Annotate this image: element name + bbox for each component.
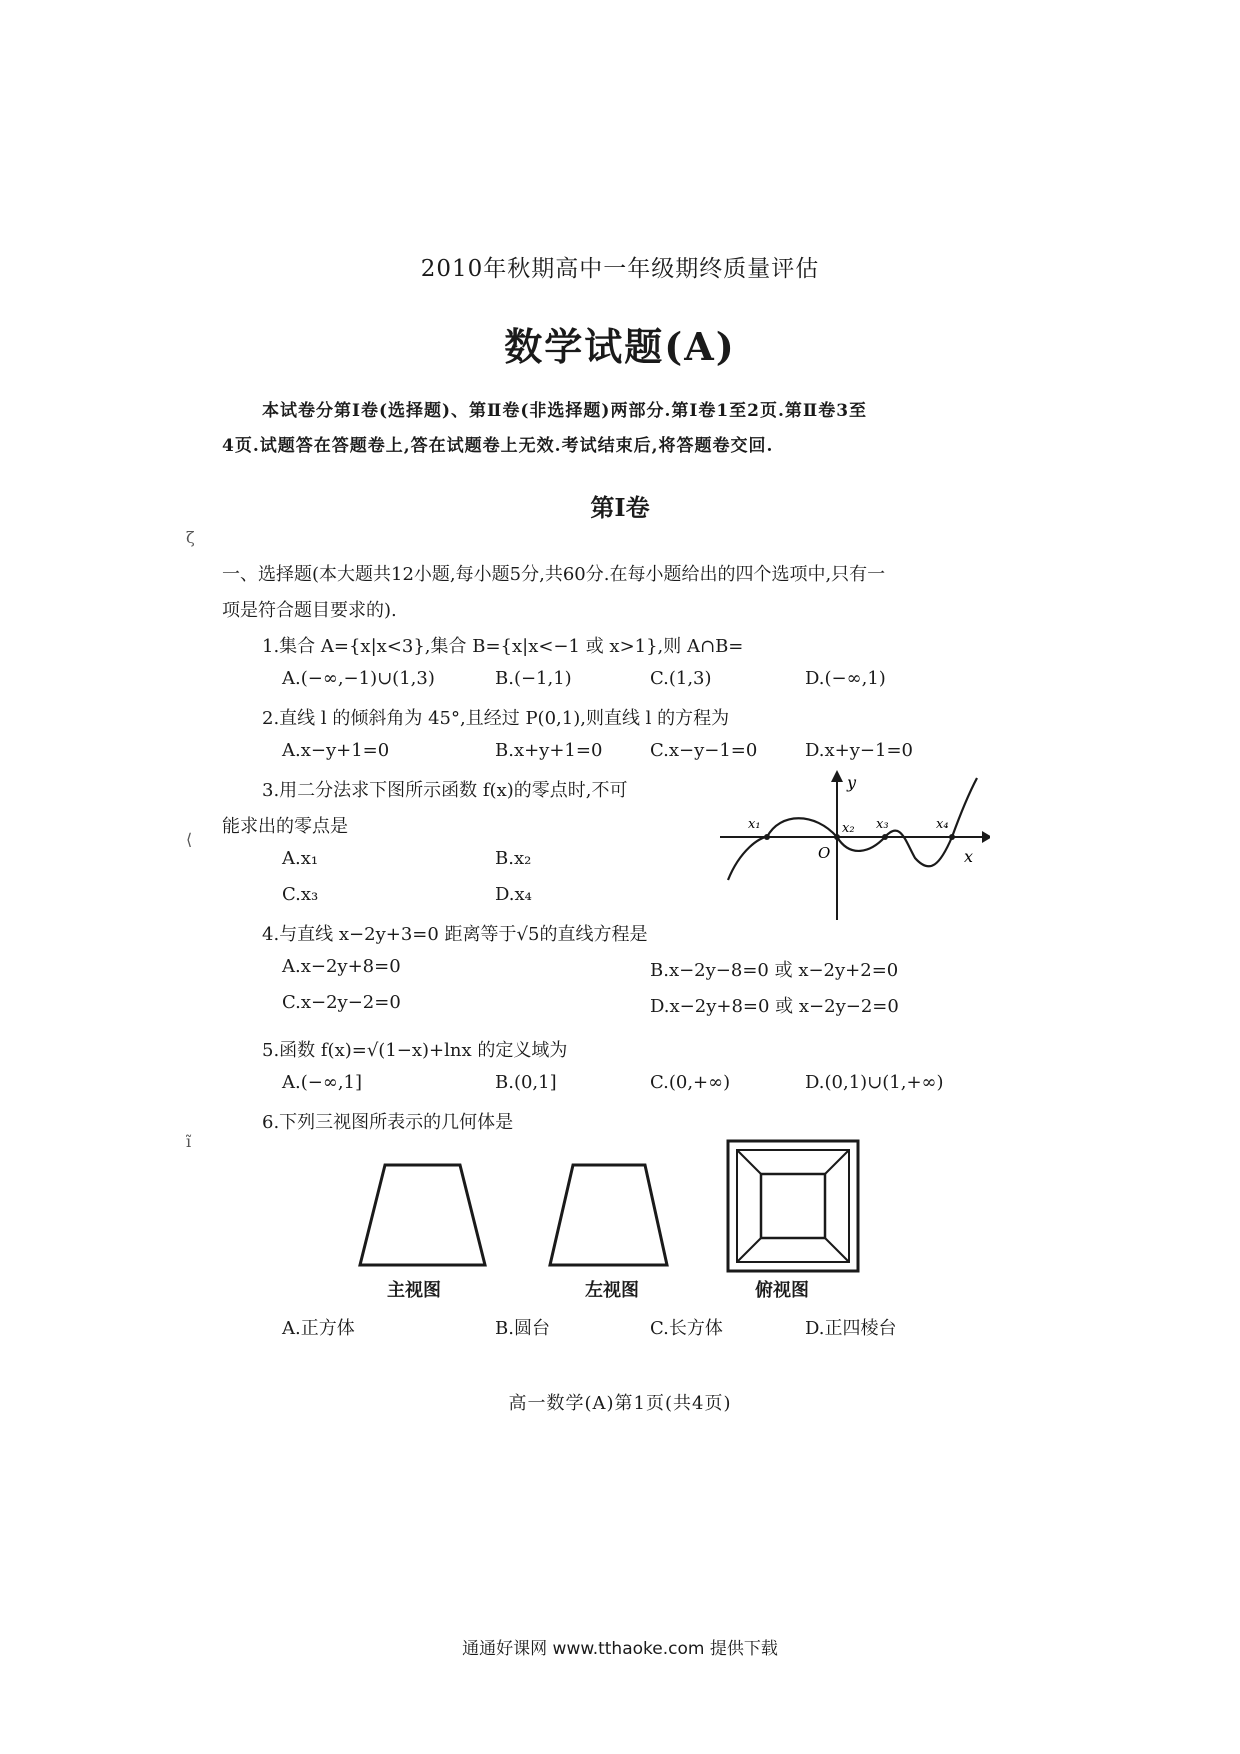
margin-mark: ζ — [186, 528, 195, 547]
top-view-caption: 俯视图 — [755, 1280, 809, 1301]
front-view-caption: 主视图 — [387, 1280, 441, 1301]
question-4-option-c: C.x−2y−2=0 — [282, 992, 401, 1013]
x2-label: x₂ — [842, 821, 855, 836]
part1-instructions-line-1: 一、选择题(本大题共12小题,每小题5分,共60分.在每小题给出的四个选项中,只有一 — [222, 564, 886, 585]
zero-point-x4 — [949, 834, 955, 840]
question-3-stem-line-1: 3.用二分法求下图所示函数 f(x)的零点时,不可 — [262, 780, 628, 801]
question-1-option-b: B.(−1,1) — [495, 668, 572, 689]
question-5-stem: 5.函数 f(x)=√(1−x)+lnx 的定义域为 — [262, 1040, 568, 1061]
question-3-option-a: A.x₁ — [282, 848, 319, 869]
question-1-option-a: A.(−∞,−1)∪(1,3) — [282, 668, 435, 689]
question-2-option-c: C.x−y−1=0 — [650, 740, 758, 761]
question-5-option-c: C.(0,+∞) — [650, 1072, 731, 1093]
margin-mark: ĩ — [186, 1132, 192, 1151]
zero-point-x3 — [882, 834, 888, 840]
x3-label: x₃ — [876, 817, 889, 832]
y-axis-arrow — [831, 770, 843, 782]
zero-point-x1 — [764, 834, 770, 840]
intro-line-2: 4页.试题答在答题卷上,答在试题卷上无效.考试结束后,将答题卷交回. — [222, 436, 774, 456]
question-5-option-a: A.(−∞,1] — [282, 1072, 363, 1093]
question-6-option-a: A.正方体 — [282, 1318, 355, 1339]
question-3-option-b: B.x₂ — [495, 848, 532, 869]
question-3-option-d: D.x₄ — [495, 884, 532, 905]
question-4-option-a: A.x−2y+8=0 — [282, 956, 401, 977]
exam-title: 数学试题(A) — [504, 324, 736, 369]
function-graph — [720, 770, 990, 920]
question-6-stem: 6.下列三视图所表示的几何体是 — [262, 1112, 514, 1133]
origin-label: O — [818, 844, 831, 862]
zero-point-x2 — [834, 834, 840, 840]
section-title: 第Ⅰ卷 — [590, 493, 650, 522]
question-2-option-b: B.x+y+1=0 — [495, 740, 603, 761]
top-view-square — [725, 1138, 865, 1278]
intro-line-1: 本试卷分第Ⅰ卷(选择题)、第Ⅱ卷(非选择题)两部分.第Ⅰ卷1至2页.第Ⅱ卷3至 — [262, 401, 868, 421]
question-3-stem-line-2: 能求出的零点是 — [222, 816, 348, 837]
y-axis-label: y — [847, 773, 857, 792]
question-6-option-d: D.正四棱台 — [805, 1318, 897, 1339]
question-4-option-b: B.x−2y−8=0 或 x−2y+2=0 — [650, 960, 899, 981]
front-view-trapezoid — [355, 1160, 495, 1270]
x4-label: x₄ — [936, 817, 949, 832]
question-2-stem: 2.直线 l 的倾斜角为 45°,且经过 P(0,1),则直线 l 的方程为 — [262, 708, 730, 729]
x-axis-label: x — [964, 847, 974, 866]
question-3-option-c: C.x₃ — [282, 884, 319, 905]
question-5-option-d: D.(0,1)∪(1,+∞) — [805, 1072, 944, 1093]
side-view-caption: 左视图 — [585, 1280, 639, 1301]
question-2-option-a: A.x−y+1=0 — [282, 740, 390, 761]
page-footer: 高一数学(A)第1页(共4页) — [508, 1393, 732, 1414]
question-6-option-c: C.长方体 — [650, 1318, 723, 1339]
question-1-stem: 1.集合 A={x|x<3},集合 B={x|x<−1 或 x>1},则 A∩B= — [262, 636, 744, 657]
question-1-option-d: D.(−∞,1) — [805, 668, 886, 689]
question-1-option-c: C.(1,3) — [650, 668, 712, 689]
question-6-option-b: B.圆台 — [495, 1318, 550, 1339]
part1-instructions-line-2: 项是符合题目要求的). — [222, 600, 397, 621]
side-view-trapezoid — [545, 1160, 675, 1270]
question-5-option-b: B.(0,1] — [495, 1072, 557, 1093]
exam-subtitle: 2010年秋期高中一年级期终质量评估 — [420, 256, 820, 282]
margin-mark: ⟨ — [186, 830, 193, 849]
x-axis-arrow — [982, 831, 990, 843]
x1-label: x₁ — [748, 817, 761, 832]
question-2-option-d: D.x+y−1=0 — [805, 740, 913, 761]
question-4-option-d: D.x−2y+8=0 或 x−2y−2=0 — [650, 996, 899, 1017]
download-watermark: 通通好课网 www.tthaoke.com 提供下载 — [462, 1639, 778, 1659]
question-4-stem: 4.与直线 x−2y+3=0 距离等于√5的直线方程是 — [262, 924, 648, 945]
